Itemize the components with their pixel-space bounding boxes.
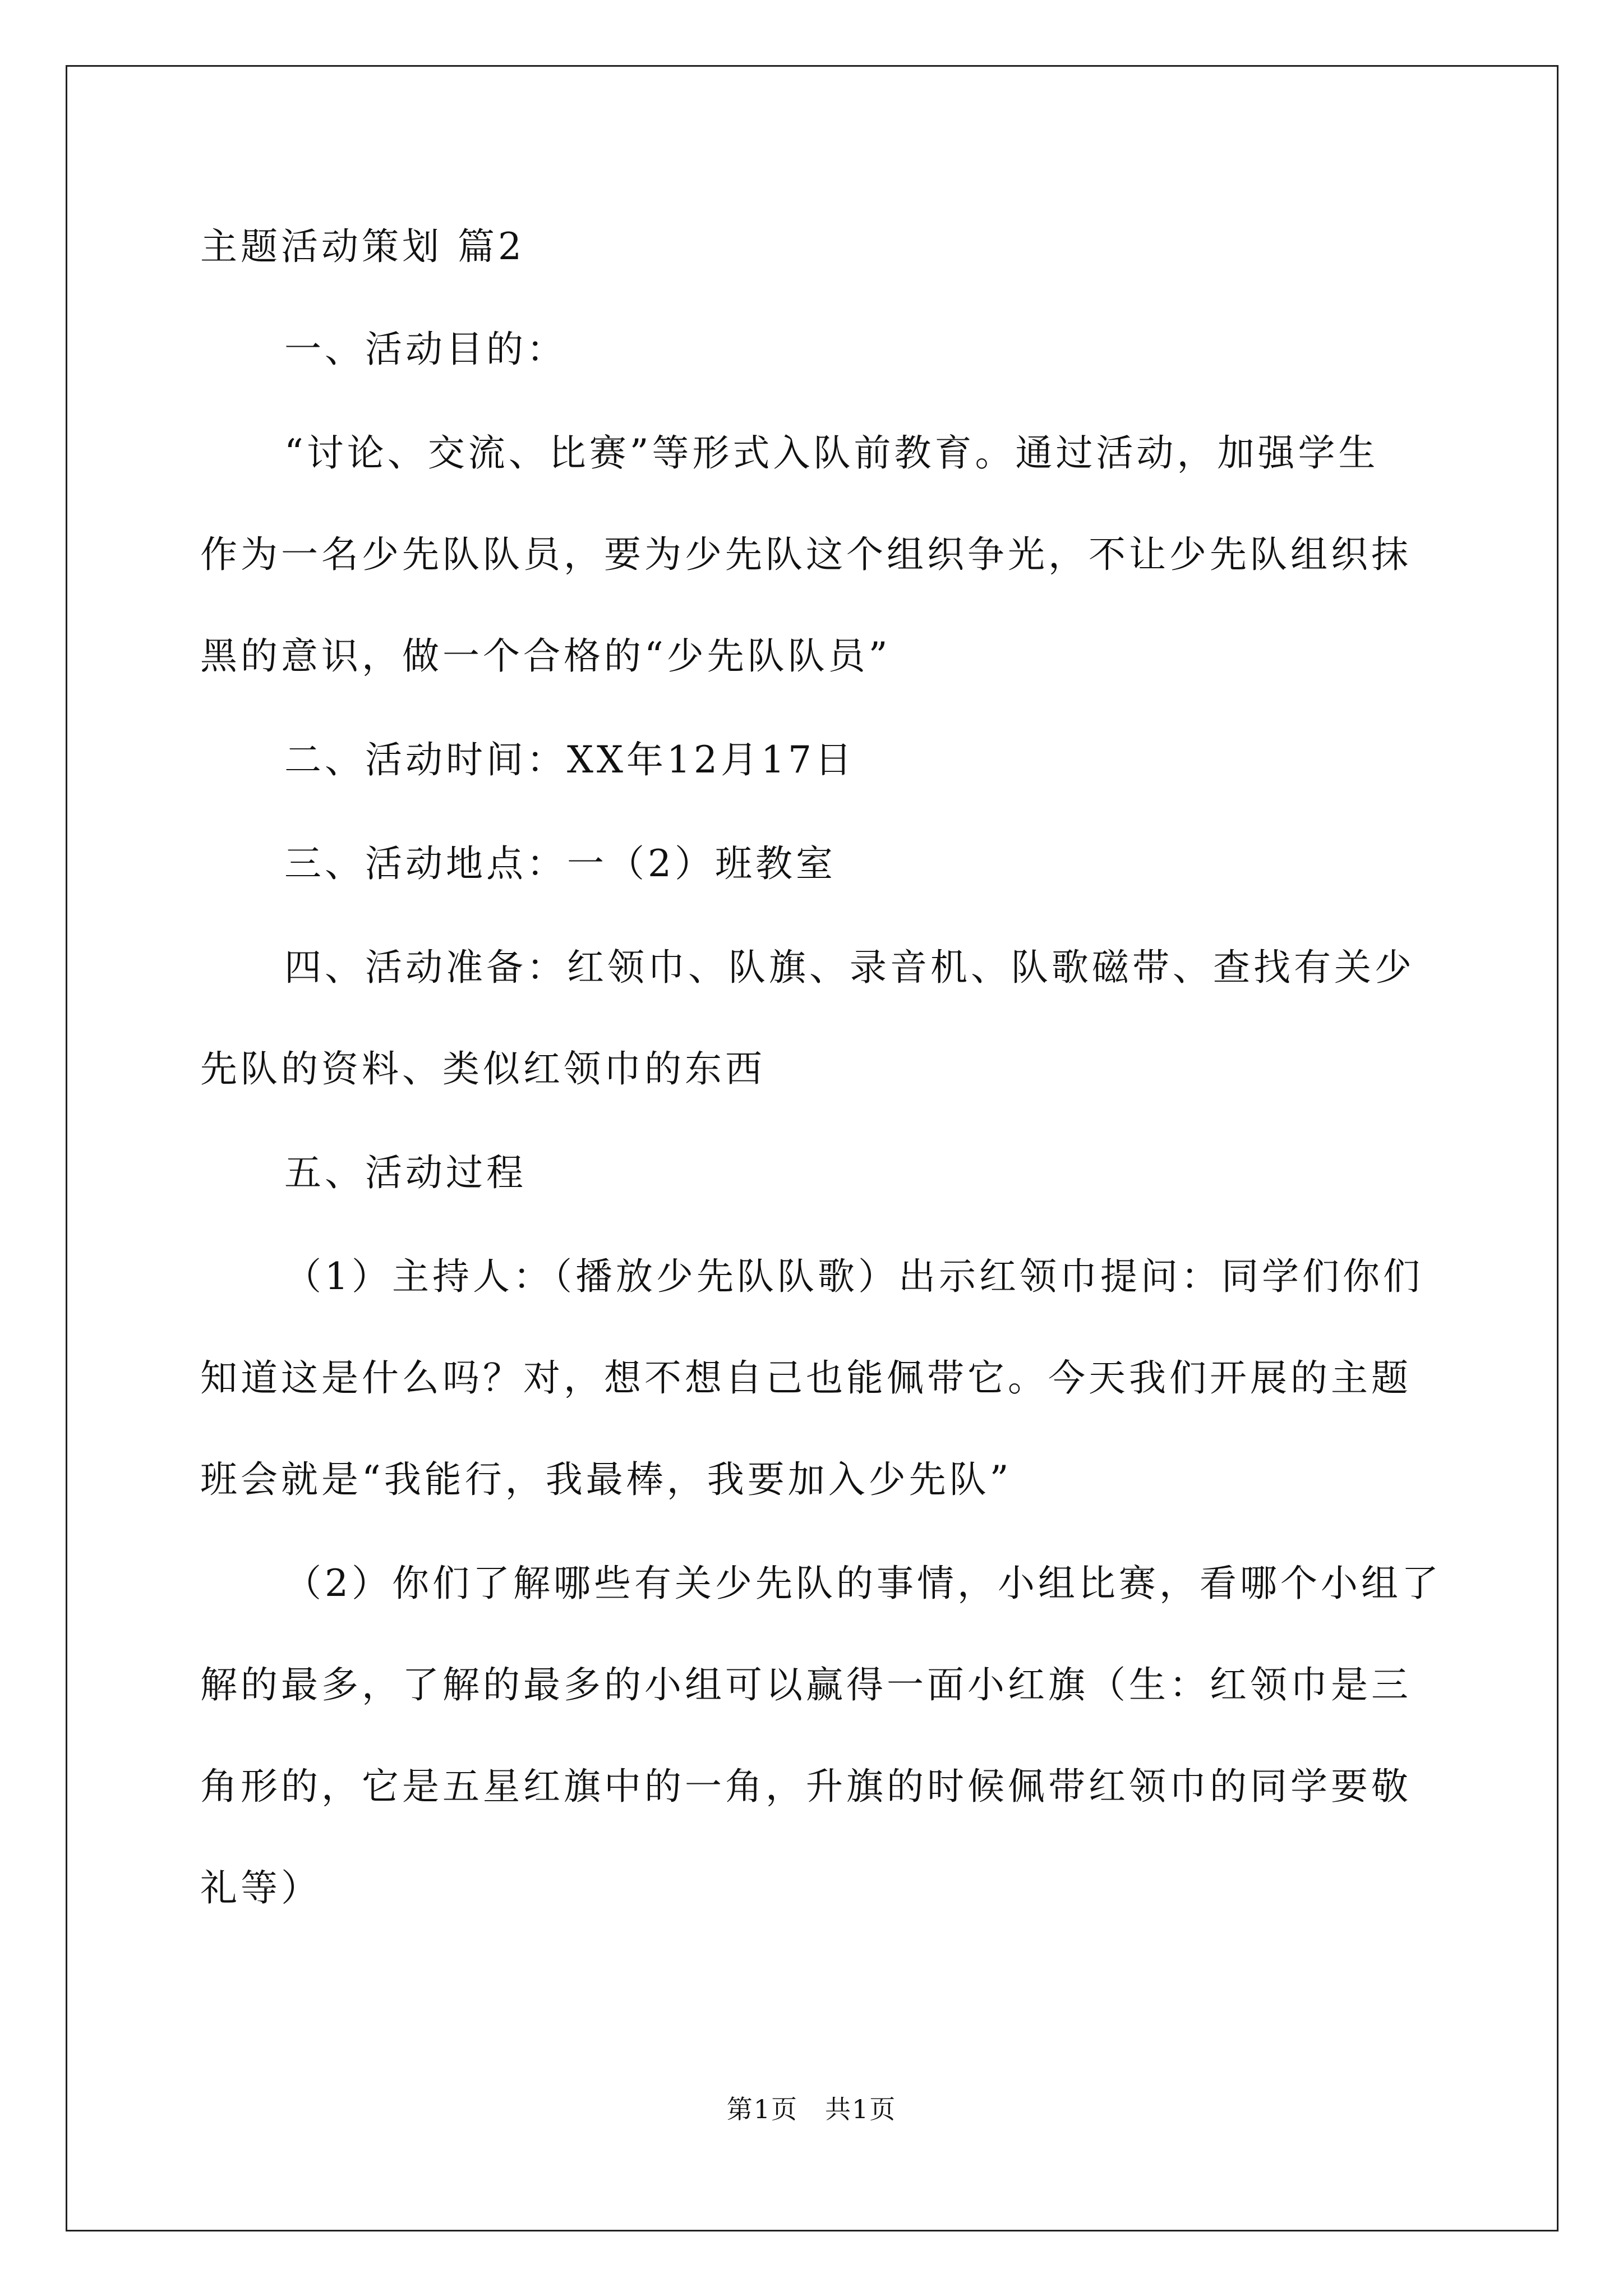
paragraph-process-step-1	[200, 1251, 1434, 1505]
document-title: 主题活动策划 篇2	[200, 225, 525, 268]
paragraph-process-step-2	[200, 1558, 1442, 1913]
paragraph-location	[200, 839, 1434, 889]
paragraph-line: 知道这是什么吗？对，想不想自己也能佩带它。今天我们开展的主题	[200, 1356, 1412, 1400]
paragraph-line: 三、活动地点：一（2）班教室	[284, 842, 836, 885]
page-number-footer	[0, 2092, 1623, 2126]
paragraph-line: （2）你们了解哪些有关少先队的事情，小组比赛，看哪个小组了	[284, 1562, 1442, 1605]
paragraph-line: 角形的，它是五星红旗中的一角，升旗的时候佩带红领巾的同学要敬	[200, 1765, 1412, 1808]
paragraph-line: 班会就是“我能行，我最棒，我要加入少先队”	[200, 1458, 1012, 1501]
paragraph-purpose-heading	[200, 324, 1434, 375]
paragraph-line: 黑的意识，做一个合格的“少先队队员”	[200, 634, 891, 678]
paragraph-line: 解的最多，了解的最多的小组可以赢得一面小红旗（生：红领巾是三	[200, 1663, 1412, 1706]
paragraph-line: 作为一名少先队队员，要为少先队这个组织争光，不让少先队组织抹	[200, 533, 1412, 576]
paragraph-line: 先队的资料、类似红领巾的东西	[200, 1047, 766, 1091]
paragraph-line: （1）主持人：（播放少先队队歌）出示红领巾提问：同学们你们	[284, 1255, 1423, 1298]
paragraph-line: 一、活动目的：	[284, 328, 567, 371]
paragraph-line: 二、活动时间：XX年12月17日	[284, 738, 855, 781]
paragraph-process-heading	[200, 1148, 1434, 1198]
paragraph-line: “讨论、交流、比赛”等形式入队前教育。通过活动，加强学生	[284, 431, 1379, 475]
document-body	[200, 222, 1442, 1967]
paragraph-line: 礼等）	[200, 1866, 321, 1910]
paragraph-line: 五、活动过程	[284, 1151, 527, 1194]
paragraph-purpose-body	[200, 428, 1434, 682]
paragraph-line: 四、活动准备：红领巾、队旗、录音机、队歌磁带、查找有关少	[284, 946, 1415, 989]
paragraph-time	[200, 735, 1434, 785]
paragraph-preparation	[200, 942, 1434, 1094]
page-number-label: 第1页 共1页	[726, 2094, 897, 2124]
